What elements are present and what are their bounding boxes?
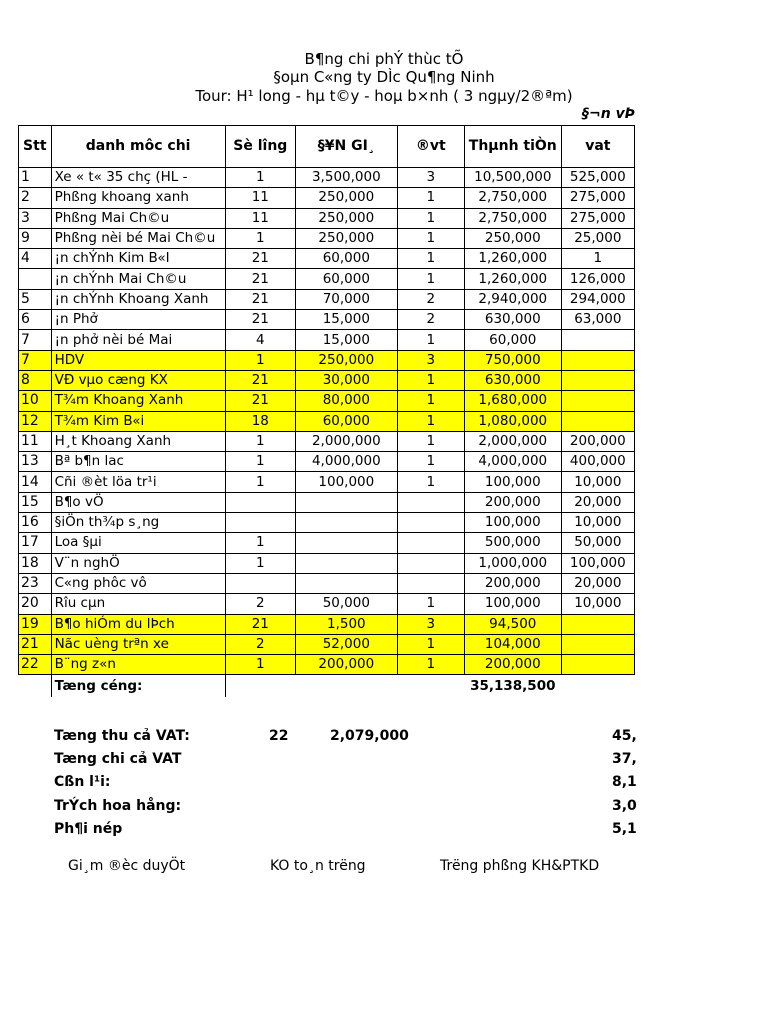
- table-cell-amount[interactable]: 200,000: [464, 655, 561, 675]
- table-cell-stt[interactable]: 22: [19, 655, 52, 675]
- table-row: [19, 533, 635, 553]
- table-cell-name[interactable]: T¾m Khoang Xanh: [51, 391, 225, 411]
- table-cell-price[interactable]: 30,000: [295, 370, 397, 390]
- table-cell-amount[interactable]: 630,000: [464, 310, 561, 330]
- table-cell-amount[interactable]: 100,000: [464, 513, 561, 533]
- table-row: [19, 310, 635, 330]
- table-cell-name[interactable]: Nãc uèng trªn xe: [51, 634, 225, 654]
- col-header[interactable]: ®vt: [397, 126, 464, 168]
- summary-line: [54, 728, 637, 744]
- table-cell-vat[interactable]: [561, 655, 634, 675]
- table-cell-name[interactable]: ¡n chÝnh Kim B«I: [51, 249, 225, 269]
- col-header[interactable]: danh môc chi: [51, 126, 225, 168]
- total-label: Tæng céng:: [51, 675, 225, 698]
- summary-label: Tæng thu cả VAT:: [54, 728, 190, 744]
- table-cell-unit[interactable]: 1: [397, 391, 464, 411]
- table-row: [19, 330, 635, 350]
- table-cell-price[interactable]: 60,000: [295, 411, 397, 431]
- table-cell-qty[interactable]: 21: [225, 269, 295, 289]
- table-cell-vat[interactable]: [561, 391, 634, 411]
- summary-line: [54, 821, 637, 837]
- summary-line: [54, 798, 637, 814]
- table-cell-price[interactable]: 100,000: [295, 472, 397, 492]
- table-cell-amount[interactable]: 4,000,000: [464, 452, 561, 472]
- table-header-row: [19, 126, 635, 168]
- summary-label: Tæng chi cả VAT: [54, 751, 182, 767]
- table-cell-unit[interactable]: 1: [397, 411, 464, 431]
- table-cell-qty[interactable]: 1: [225, 228, 295, 248]
- table-cell-price[interactable]: [295, 533, 397, 553]
- table-cell-amount[interactable]: 1,080,000: [464, 411, 561, 431]
- table-cell-unit[interactable]: 1: [397, 208, 464, 228]
- table-row: [19, 249, 635, 269]
- table-cell-vat[interactable]: 400,000: [561, 452, 634, 472]
- table-cell-price[interactable]: 2,000,000: [295, 431, 397, 451]
- sheet-title: B¶ng chi phÝ thùc tÕ: [304, 50, 464, 68]
- table-cell-amount[interactable]: 2,750,000: [464, 188, 561, 208]
- table-cell-stt[interactable]: 1: [19, 168, 52, 188]
- table-cell-vat[interactable]: [561, 370, 634, 390]
- col-header[interactable]: vat: [561, 126, 634, 168]
- table-cell-vat[interactable]: [561, 634, 634, 654]
- table-cell-name[interactable]: T¾m Kim B«i: [51, 411, 225, 431]
- table-cell-unit[interactable]: 3: [397, 168, 464, 188]
- table-cell-vat[interactable]: [561, 614, 634, 634]
- summary-label: TrÝch hoa hång:: [54, 798, 182, 814]
- table-cell-unit[interactable]: 1: [397, 269, 464, 289]
- table-row: [19, 513, 635, 533]
- table-row: [19, 228, 635, 248]
- table-cell-vat[interactable]: 10,000: [561, 472, 634, 492]
- table-cell-price[interactable]: [295, 553, 397, 573]
- col-header[interactable]: Thµnh tiÒn: [464, 126, 561, 168]
- table-cell-name[interactable]: Phßng Mai Ch©u: [51, 208, 225, 228]
- table-cell-stt[interactable]: 8: [19, 370, 52, 390]
- table-cell-vat[interactable]: [561, 411, 634, 431]
- table-cell-price[interactable]: 52,000: [295, 634, 397, 654]
- table-cell-amount[interactable]: 104,000: [464, 634, 561, 654]
- summary-label: Cßn l¹i:: [54, 774, 111, 790]
- table-cell-qty[interactable]: 18: [225, 411, 295, 431]
- table-cell-qty[interactable]: 21: [225, 370, 295, 390]
- table-cell-name[interactable]: ¡n phở nèi bé Mai: [51, 330, 225, 350]
- table-cell-name[interactable]: VÐ vµo cæng KX: [51, 370, 225, 390]
- table-cell-price[interactable]: [295, 492, 397, 512]
- table-cell-name[interactable]: Cñi ®èt löa tr¹i: [51, 472, 225, 492]
- table-cell-qty[interactable]: 1: [225, 452, 295, 472]
- table-cell-price[interactable]: 15,000: [295, 310, 397, 330]
- table-cell-unit[interactable]: 2: [397, 289, 464, 309]
- table-row: [19, 391, 635, 411]
- table-cell-amount[interactable]: 60,000: [464, 330, 561, 350]
- unit-label: §¬n vÞ: [582, 106, 636, 122]
- summary-line: [54, 774, 637, 790]
- table-cell-stt[interactable]: 20: [19, 594, 52, 614]
- summary-count: 22: [269, 728, 289, 744]
- table-cell-price[interactable]: 250,000: [295, 228, 397, 248]
- table-cell-unit[interactable]: [397, 513, 464, 533]
- table-cell-unit[interactable]: [397, 533, 464, 553]
- accountant-signature-label: KO to¸n trëng: [270, 858, 366, 874]
- table-cell-amount[interactable]: 2,750,000: [464, 208, 561, 228]
- table-row: [19, 208, 635, 228]
- table-cell-stt[interactable]: 21: [19, 634, 52, 654]
- table-cell-stt[interactable]: [19, 269, 52, 289]
- table-cell-name[interactable]: Rîu cµn: [51, 594, 225, 614]
- table-cell-qty[interactable]: 1: [225, 472, 295, 492]
- table-cell-qty[interactable]: 1: [225, 431, 295, 451]
- table-cell-amount[interactable]: 10,500,000: [464, 168, 561, 188]
- table-cell-name[interactable]: Loa §µi: [51, 533, 225, 553]
- table-cell-name[interactable]: B¶o vÖ: [51, 492, 225, 512]
- table-cell-unit[interactable]: 1: [397, 249, 464, 269]
- table-cell-unit[interactable]: 1: [397, 228, 464, 248]
- table-cell-qty[interactable]: 21: [225, 249, 295, 269]
- table-cell-vat[interactable]: 100,000: [561, 553, 634, 573]
- table-cell-unit[interactable]: 1: [397, 431, 464, 451]
- table-cell-vat[interactable]: 275,000: [561, 208, 634, 228]
- table-cell-stt[interactable]: 15: [19, 492, 52, 512]
- total-amount: 35,138,500: [464, 675, 561, 698]
- table-cell-price[interactable]: 1,500: [295, 614, 397, 634]
- table-cell-price[interactable]: [295, 513, 397, 533]
- table-row: [19, 370, 635, 390]
- table-cell-price[interactable]: 250,000: [295, 350, 397, 370]
- table-cell-amount[interactable]: 500,000: [464, 533, 561, 553]
- table-cell-unit[interactable]: 3: [397, 350, 464, 370]
- table-cell-stt[interactable]: 9: [19, 228, 52, 248]
- table-cell-name[interactable]: Phßng nèi bé Mai Ch©u: [51, 228, 225, 248]
- summary-label: Ph¶i nép: [54, 821, 123, 837]
- tour-name: Tour: H¹ long - hµ t©y - hoµ b×nh ( 3 ngµy/2®ªm): [195, 87, 573, 105]
- summary-total: 3,0: [612, 798, 637, 814]
- table-row: [19, 634, 635, 654]
- summary-total: 5,1: [612, 821, 637, 837]
- total-row: [19, 675, 635, 698]
- table-cell-amount[interactable]: 750,000: [464, 350, 561, 370]
- table-cell-vat[interactable]: 294,000: [561, 289, 634, 309]
- table-cell-name[interactable]: ¡n Phở: [51, 310, 225, 330]
- table-cell-name[interactable]: H¸t Khoang Xanh: [51, 431, 225, 451]
- table-cell-unit[interactable]: 1: [397, 634, 464, 654]
- table-cell-qty[interactable]: [225, 513, 295, 533]
- table-cell-price[interactable]: 3,500,000: [295, 168, 397, 188]
- table-cell-price[interactable]: 50,000: [295, 594, 397, 614]
- table-cell-vat[interactable]: 10,000: [561, 594, 634, 614]
- table-cell-qty[interactable]: 21: [225, 289, 295, 309]
- summary-total: 37,: [612, 751, 637, 767]
- table-cell-amount[interactable]: 94,500: [464, 614, 561, 634]
- table-cell-stt[interactable]: 11: [19, 431, 52, 451]
- table-cell-qty[interactable]: 4: [225, 330, 295, 350]
- table-cell-stt[interactable]: 19: [19, 614, 52, 634]
- col-header[interactable]: Sè lîng: [225, 126, 295, 168]
- summary-line: [54, 751, 637, 767]
- table-row: [19, 594, 635, 614]
- table-cell-amount[interactable]: 2,940,000: [464, 289, 561, 309]
- table-cell-amount[interactable]: 100,000: [464, 594, 561, 614]
- table-cell-amount[interactable]: 200,000: [464, 492, 561, 512]
- table-row: [19, 269, 635, 289]
- table-cell-name[interactable]: §iÖn th¾p s¸ng: [51, 513, 225, 533]
- table-cell-qty[interactable]: 1: [225, 168, 295, 188]
- table-cell-name[interactable]: ¡n chÝnh Khoang Xanh: [51, 289, 225, 309]
- table-cell-qty[interactable]: 21: [225, 391, 295, 411]
- table-cell-vat[interactable]: [561, 330, 634, 350]
- department-head-signature-label: Trëng phßng KH&PTKD: [440, 858, 600, 874]
- table-cell-stt[interactable]: 23: [19, 573, 52, 593]
- table-cell-price[interactable]: 15,000: [295, 330, 397, 350]
- table-cell-stt[interactable]: 3: [19, 208, 52, 228]
- table-cell-unit[interactable]: 2: [397, 310, 464, 330]
- table-cell-amount[interactable]: 1,260,000: [464, 269, 561, 289]
- table-cell-unit[interactable]: 1: [397, 330, 464, 350]
- table-cell-price[interactable]: 70,000: [295, 289, 397, 309]
- table-cell-stt[interactable]: 7: [19, 350, 52, 370]
- table-cell-vat[interactable]: 126,000: [561, 269, 634, 289]
- table-cell-price[interactable]: 60,000: [295, 269, 397, 289]
- table-cell-unit[interactable]: 1: [397, 452, 464, 472]
- col-header[interactable]: §¥N GI¸: [295, 126, 397, 168]
- table-cell-name[interactable]: C«ng phôc vô: [51, 573, 225, 593]
- table-cell-vat[interactable]: 200,000: [561, 431, 634, 451]
- table-row: [19, 492, 635, 512]
- table-cell-name[interactable]: Phßng khoang xanh: [51, 188, 225, 208]
- table-cell-price[interactable]: 250,000: [295, 188, 397, 208]
- table-cell-amount[interactable]: 1,680,000: [464, 391, 561, 411]
- table-cell-vat[interactable]: [561, 350, 634, 370]
- table-cell-name[interactable]: V¨n nghÖ: [51, 553, 225, 573]
- table-cell-vat[interactable]: 50,000: [561, 533, 634, 553]
- table-cell-stt[interactable]: 6: [19, 310, 52, 330]
- table-row: [19, 289, 635, 309]
- table-cell-amount[interactable]: 250,000: [464, 228, 561, 248]
- table-cell-price[interactable]: 250,000: [295, 208, 397, 228]
- table-cell-stt[interactable]: 2: [19, 188, 52, 208]
- table-cell-stt[interactable]: 10: [19, 391, 52, 411]
- table-cell-stt[interactable]: 17: [19, 533, 52, 553]
- table-cell-unit[interactable]: [397, 573, 464, 593]
- table-cell-vat[interactable]: 275,000: [561, 188, 634, 208]
- table-cell-qty[interactable]: [225, 492, 295, 512]
- table-cell-amount[interactable]: 100,000: [464, 472, 561, 492]
- summary-value: 2,079,000: [330, 728, 409, 744]
- table-cell-qty[interactable]: 1: [225, 533, 295, 553]
- table-cell-price[interactable]: 200,000: [295, 655, 397, 675]
- table-cell-stt[interactable]: 18: [19, 553, 52, 573]
- table-cell-qty[interactable]: 21: [225, 614, 295, 634]
- table-cell-stt[interactable]: 7: [19, 330, 52, 350]
- table-cell-qty[interactable]: 11: [225, 188, 295, 208]
- table-row: [19, 614, 635, 634]
- table-cell-vat[interactable]: 25,000: [561, 228, 634, 248]
- table-cell-qty[interactable]: 1: [225, 655, 295, 675]
- table-cell-vat[interactable]: 20,000: [561, 573, 634, 593]
- table-cell-price[interactable]: 60,000: [295, 249, 397, 269]
- table-cell-name[interactable]: B¨ng z«n: [51, 655, 225, 675]
- table-cell-amount[interactable]: 1,000,000: [464, 553, 561, 573]
- table-cell-qty[interactable]: 2: [225, 594, 295, 614]
- table-row: [19, 573, 635, 593]
- table-cell-unit[interactable]: 1: [397, 188, 464, 208]
- table-cell-stt[interactable]: 5: [19, 289, 52, 309]
- table-row: [19, 411, 635, 431]
- table-cell-qty[interactable]: 1: [225, 553, 295, 573]
- table-cell-stt[interactable]: 13: [19, 452, 52, 472]
- table-cell-stt[interactable]: 14: [19, 472, 52, 492]
- table-cell-price[interactable]: 80,000: [295, 391, 397, 411]
- table-cell-stt[interactable]: 12: [19, 411, 52, 431]
- table-row: [19, 452, 635, 472]
- table-cell-name[interactable]: Xe « t« 35 chç (HL -: [51, 168, 225, 188]
- col-header[interactable]: Stt: [19, 126, 52, 168]
- table-row: [19, 655, 635, 675]
- table-cell-vat[interactable]: 63,000: [561, 310, 634, 330]
- table-cell-amount[interactable]: 200,000: [464, 573, 561, 593]
- table-row: [19, 431, 635, 451]
- table-cell-unit[interactable]: 1: [397, 370, 464, 390]
- summary-total: 8,1: [612, 774, 637, 790]
- group-name: §oµn C«ng ty DÌc Qu¶ng Ninh: [273, 68, 495, 86]
- table-cell-unit[interactable]: 3: [397, 614, 464, 634]
- table-cell-stt[interactable]: 16: [19, 513, 52, 533]
- table-row: [19, 168, 635, 188]
- table-cell-qty[interactable]: 11: [225, 208, 295, 228]
- table-cell-unit[interactable]: [397, 553, 464, 573]
- table-cell-qty[interactable]: [225, 573, 295, 593]
- table-cell-amount[interactable]: 2,000,000: [464, 431, 561, 451]
- table-cell-vat[interactable]: 525,000: [561, 168, 634, 188]
- table-cell-name[interactable]: ¡n chÝnh Mai Ch©u: [51, 269, 225, 289]
- table-cell-stt[interactable]: 4: [19, 249, 52, 269]
- table-cell-qty[interactable]: 1: [225, 350, 295, 370]
- table-cell-name[interactable]: Bª b¶n lac: [51, 452, 225, 472]
- table-cell-qty[interactable]: 2: [225, 634, 295, 654]
- table-row: [19, 350, 635, 370]
- table-cell-amount[interactable]: 1,260,000: [464, 249, 561, 269]
- table-cell-unit[interactable]: 1: [397, 594, 464, 614]
- table-cell-unit[interactable]: 1: [397, 655, 464, 675]
- table-cell-name[interactable]: HDV: [51, 350, 225, 370]
- table-cell-vat[interactable]: 20,000: [561, 492, 634, 512]
- table-row: [19, 553, 635, 573]
- table-cell-qty[interactable]: 21: [225, 310, 295, 330]
- table-cell-vat[interactable]: 10,000: [561, 513, 634, 533]
- director-signature-label: Gi¸m ®èc duyÖt: [68, 858, 186, 874]
- summary-total: 45,: [612, 728, 637, 744]
- cost-table: [18, 125, 635, 697]
- table-cell-name[interactable]: B¶o hiÓm du lÞch: [51, 614, 225, 634]
- table-cell-price[interactable]: 4,000,000: [295, 452, 397, 472]
- table-cell-amount[interactable]: 630,000: [464, 370, 561, 390]
- table-row: [19, 188, 635, 208]
- table-cell-vat[interactable]: 1: [561, 249, 634, 269]
- table-row: [19, 472, 635, 492]
- table-cell-unit[interactable]: [397, 492, 464, 512]
- table-cell-price[interactable]: [295, 573, 397, 593]
- table-cell-unit[interactable]: 1: [397, 472, 464, 492]
